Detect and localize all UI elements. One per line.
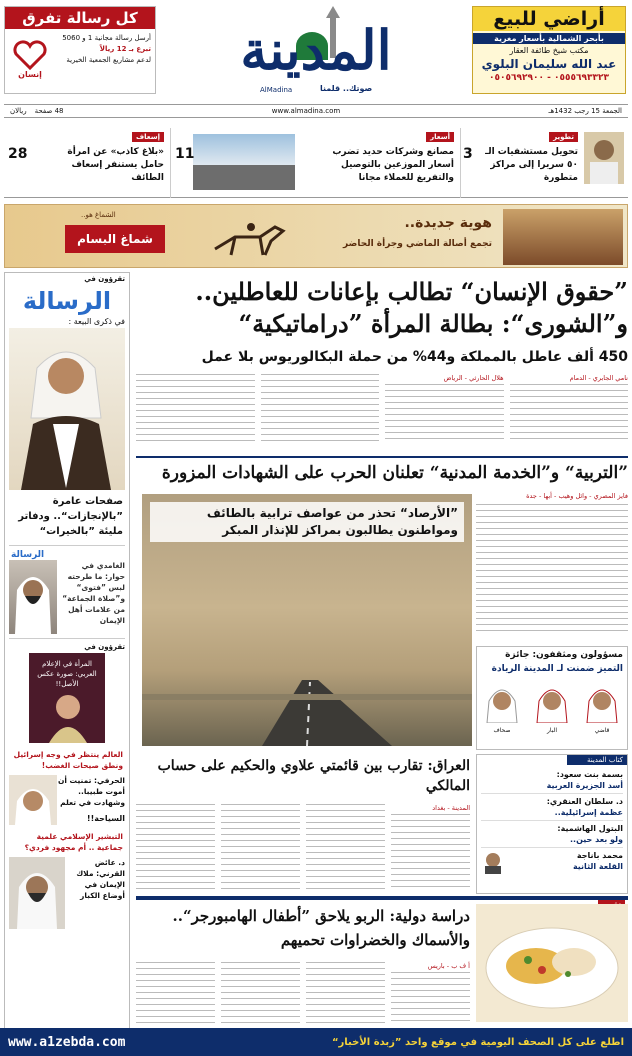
dust-storm-photo bbox=[142, 494, 472, 746]
sidebar-photo-guest bbox=[9, 775, 57, 825]
ad-sms-line3: لدعم مشاريع الجمعية الخيرية bbox=[66, 56, 151, 64]
issue-price: ريالان bbox=[10, 107, 27, 115]
person-icon bbox=[533, 679, 571, 723]
sidebar-photo-sheikh bbox=[9, 560, 57, 634]
opinion-title: ولو بعد حين.. bbox=[569, 835, 623, 844]
ad-land-phones: ٠٥٥٥٦٩٣٣٢٣ - ٠٥٠٥٦٩٢٩٠٠ bbox=[489, 73, 609, 83]
study-byline: أ ف ب - باريس bbox=[427, 962, 470, 970]
photo-caption-box bbox=[150, 502, 464, 542]
body-text bbox=[221, 962, 300, 1026]
person-icon bbox=[483, 679, 521, 723]
food-plate-icon bbox=[476, 904, 628, 1022]
story2-body bbox=[476, 492, 628, 642]
body-text bbox=[136, 962, 215, 1026]
iraq-story[interactable] bbox=[136, 756, 470, 800]
body-text bbox=[261, 374, 380, 444]
ad-sms-title: كل رسالة تفرق bbox=[5, 7, 155, 29]
study-headline-1: دراسة دولية: الربو يلاحق ”أطفال الهامبورجر“.. bbox=[172, 907, 470, 925]
teaser-item[interactable] bbox=[460, 128, 628, 198]
ad-sms-line1: أرسل رسالة مجانية 1 و 5060 bbox=[62, 34, 151, 42]
iraq-byline: المدينة - بغداد bbox=[432, 804, 470, 812]
opinion-list bbox=[477, 765, 627, 878]
teaser-title: تحويل مستشفيات الـ ٥٠ سريرا إلى مراكز متطورة bbox=[485, 147, 578, 183]
ad-land-line2: مكتب شيخ طائفة العقار bbox=[509, 46, 589, 55]
photo-caption-2: ومواطنون يطالبون بمراكز للإنذار المبكر bbox=[222, 523, 458, 537]
study-story[interactable] bbox=[136, 904, 470, 960]
opinion-item[interactable] bbox=[481, 821, 623, 848]
ad-sms-donation[interactable] bbox=[4, 6, 156, 94]
main-story[interactable] bbox=[136, 276, 628, 372]
sidebar-item1-title[interactable]: صفحات عامرة ”بالإنجازات“.. ودفاتر مليئة ”بالخيرات“ bbox=[18, 496, 123, 537]
portrait-icon bbox=[7, 328, 125, 490]
food-photo bbox=[476, 904, 628, 1022]
opinion-title: عظمة إسرائيلية.. bbox=[554, 808, 623, 817]
opinion-item[interactable] bbox=[481, 848, 623, 876]
teaser-page: 11 bbox=[175, 146, 195, 162]
teaser-item[interactable] bbox=[4, 128, 170, 198]
sidebar-item2-label: الرسالة bbox=[11, 550, 45, 560]
footer-promo-text: اطلع على كل الصحف اليومية في موقع واحد ”زبدة الأخبار“ bbox=[331, 1036, 624, 1048]
teaser-strip bbox=[4, 128, 628, 198]
body-text bbox=[391, 814, 470, 890]
supplement-logo[interactable]: الرسالة bbox=[22, 287, 112, 315]
masthead-logo[interactable] bbox=[200, 4, 432, 108]
person-icon bbox=[583, 679, 621, 723]
sidebar-photo-qarni bbox=[9, 857, 65, 929]
logo-tagline: صوتك.. قلمنا bbox=[320, 84, 373, 93]
teaser-photo bbox=[193, 134, 295, 190]
body-text bbox=[391, 972, 470, 1026]
iraq-body bbox=[136, 804, 470, 890]
main-byline-2: هلال الحارثي - الرياض bbox=[443, 374, 504, 382]
footer-url[interactable]: www.a1zebda.com bbox=[8, 1034, 126, 1050]
body-text bbox=[476, 504, 628, 632]
opinion-author: البتول الهاشمية: bbox=[557, 824, 623, 833]
sidebar-item6[interactable]: التبشير الإسلامي علمية جماعية .. أم مجهود فردي؟ bbox=[24, 832, 123, 852]
opinion-title: أسد الجزيرة العربية bbox=[546, 781, 623, 790]
sidebar-item3-label: تقرؤون في bbox=[84, 643, 125, 651]
sidebar-item5[interactable]: الحرفي: تمنيت أن أموت طبيبا.. وشهادت في تعلم bbox=[57, 776, 125, 807]
ad-land-title: أراضي للبيع bbox=[473, 7, 625, 31]
main-headline-2: و”الشورى“: بطالة المرأة ”دراماتيكية“ bbox=[238, 309, 628, 338]
banner-left-label: الشماغ هو.. bbox=[81, 211, 116, 219]
teaser-page: 3 bbox=[463, 146, 473, 162]
photo-caption-1: ”الأرصاد“ تحذر من عواصف ترابية بالطائف bbox=[206, 506, 458, 520]
award-name: صحاف bbox=[493, 727, 511, 734]
story2-header[interactable] bbox=[136, 456, 628, 490]
award-title: مسؤولون ومثقفون: جائزة bbox=[505, 650, 623, 660]
opinion-author: محمد باناجة bbox=[576, 851, 623, 860]
banner-right-title: هوية جديدة.. bbox=[404, 215, 492, 231]
horse-rider-icon bbox=[205, 215, 295, 259]
award-name: قاضي bbox=[594, 727, 610, 734]
iraq-headline: العراق: تقارب بين قائمتي علاوي والحكيم على حساب المالكي bbox=[157, 758, 470, 794]
main-story-body bbox=[136, 374, 628, 450]
body-text bbox=[306, 962, 385, 1026]
footer-promo[interactable] bbox=[0, 1028, 632, 1056]
teaser-page: 28 bbox=[8, 146, 28, 162]
sidebar-item1: في ذكرى البيعة : bbox=[68, 317, 125, 326]
banner-left-brand: شماغ البسام bbox=[65, 225, 165, 253]
page-count: 48 صفحة bbox=[34, 107, 64, 115]
banner-right-sub: تجمع أصالة الماضي وجرأة الحاضر bbox=[343, 239, 492, 249]
ad-land-line1: بأبحر الشمالية بأسعار مغرية bbox=[473, 33, 625, 44]
body-text bbox=[136, 374, 255, 444]
opinion-column bbox=[476, 754, 628, 894]
award-subtitle: التميز ضمنت لـ المدينة الريادة bbox=[491, 664, 623, 674]
body-text bbox=[306, 804, 385, 890]
ad-land-for-sale[interactable] bbox=[472, 6, 626, 94]
main-subhead: 450 ألف عاطل بالمملكة و44% من حملة البكالوريوس بلا عمل bbox=[201, 349, 628, 365]
issue-date: الجمعة 15 رجب 1432هـ bbox=[548, 107, 622, 115]
award-box[interactable] bbox=[476, 646, 628, 750]
main-headline-1: ”حقوق الإنسان“ تطالب بإعانات للعاطلين.. bbox=[195, 277, 628, 306]
sidebar-item5b: السياحة!! bbox=[86, 814, 125, 823]
body-text bbox=[385, 384, 504, 444]
study-body bbox=[136, 962, 470, 1026]
opinion-item[interactable] bbox=[481, 794, 623, 821]
author-photo-icon bbox=[481, 850, 505, 874]
ad-land-owner: عبد الله سليمان البلوي bbox=[481, 57, 617, 71]
story2-headline: ”التربية“ و”الخدمة المدنية“ تعلنان الحرب على الشهادات المزورة bbox=[161, 463, 628, 483]
sidebar-supplement bbox=[4, 272, 130, 1052]
sidebar-item4[interactable]: العالم ينتظر في وجه إسرائيل ونطق صيحات الغضب! bbox=[13, 750, 123, 770]
teaser-tag: إسعاف bbox=[132, 132, 164, 142]
teaser-item[interactable] bbox=[170, 128, 460, 198]
banner-ad-shemagh[interactable] bbox=[4, 204, 628, 268]
teaser-tag: تطوير bbox=[549, 132, 578, 142]
sidebar-item2[interactable]: الغامدي في حوار: ما طرحته لبس ”فتوى“ و”صلاة الجماعة“ من علامات أهل الإيمان bbox=[62, 561, 125, 625]
opinion-header: كتاب المدينة bbox=[567, 755, 627, 765]
opinion-author: بسمة بنت سعود: bbox=[556, 770, 623, 779]
body-text bbox=[136, 804, 215, 890]
story2-byline: فايز المصري - وائل وهيب - أبها - جدة bbox=[526, 492, 628, 500]
main-byline: نامي الجابري - الدمام bbox=[569, 374, 628, 382]
opinion-author: د. سلطان العنقري: bbox=[546, 797, 623, 806]
study-headline-2: والأسماك والخضراوات تحميهم bbox=[280, 931, 470, 949]
award-name: البار bbox=[546, 727, 558, 734]
sidebar-item7[interactable]: د. عائض القرني: ملاك الإيمان في أوضاع الكبار bbox=[76, 858, 125, 900]
teaser-photo bbox=[584, 132, 624, 184]
logo-text: المدينة bbox=[240, 18, 392, 82]
ad-sms-line2: تبرع بـ 12 ريالاً bbox=[99, 45, 151, 53]
opinion-item[interactable] bbox=[481, 767, 623, 794]
teaser-tag: أسعار bbox=[426, 132, 454, 142]
website-url[interactable]: www.almadina.com bbox=[271, 107, 341, 115]
logo-sub: AlMadina bbox=[260, 86, 293, 94]
body-text bbox=[221, 804, 300, 890]
banner-photo bbox=[503, 209, 623, 265]
ad-sms-brand: إنسان bbox=[18, 69, 42, 79]
date-strip bbox=[4, 104, 628, 118]
sidebar-top-label: تقرؤون في bbox=[84, 275, 125, 283]
award-photos bbox=[477, 679, 627, 734]
heart-logo-icon bbox=[12, 40, 48, 70]
magazine-headline: المرأة في الإعلام العربي: صورة عكس الأصل!! bbox=[37, 660, 97, 688]
opinion-title: القلعة الثانية bbox=[572, 862, 623, 871]
teaser-title: «بلاغ كاذب» عن امرأة حامل يستنفر إسعاف الطائف bbox=[67, 147, 164, 183]
sidebar-photo-king bbox=[9, 328, 125, 490]
body-text bbox=[510, 384, 629, 444]
teaser-title: مصانع وشركات حديد تضرب أسعار الموزعين بالتوصيل والتفريغ للعملاء مجانا bbox=[332, 147, 454, 183]
section-rule bbox=[136, 896, 628, 900]
sidebar-magazine[interactable] bbox=[29, 653, 105, 743]
